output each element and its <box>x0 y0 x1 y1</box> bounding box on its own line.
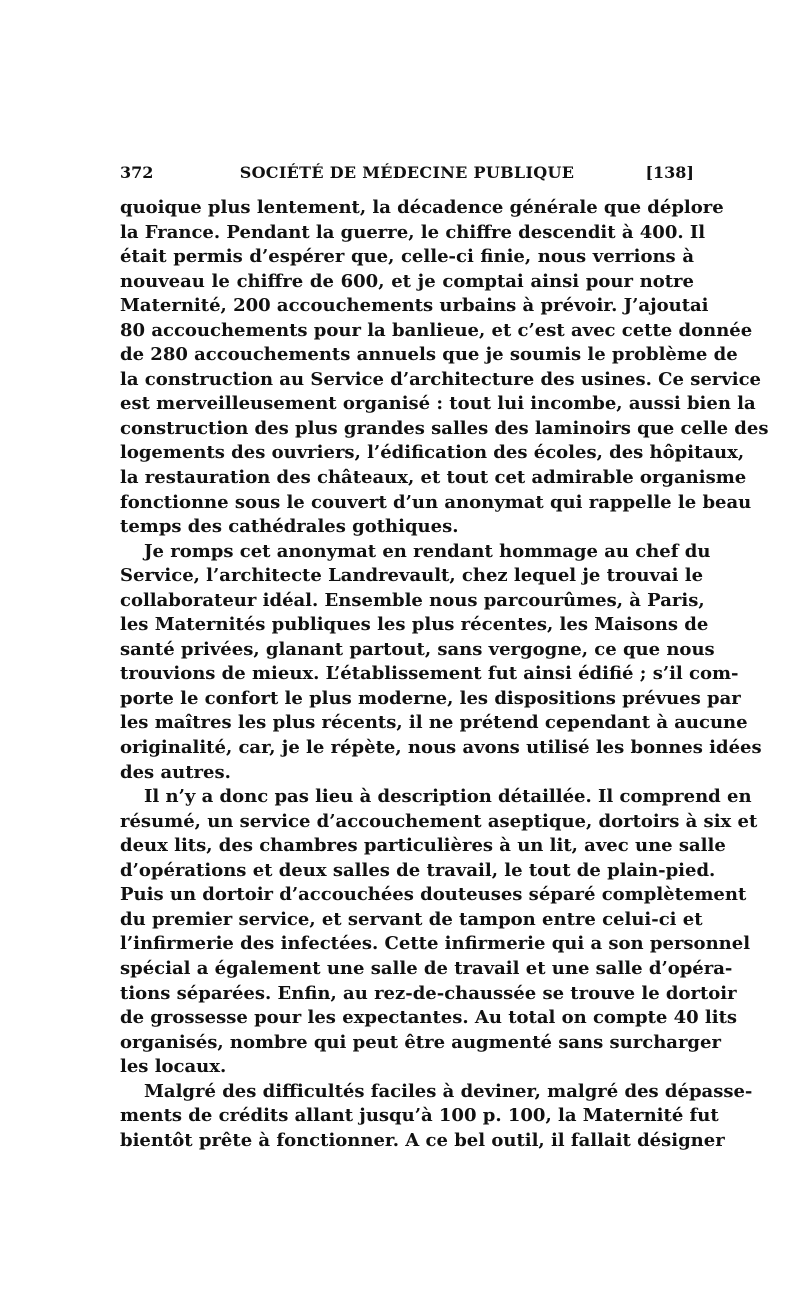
text-line: la France. Pendant la guerre, le chiffre descendit à 400. Il <box>120 221 706 243</box>
text-line: ments de crédits allant jusqu’à 100 p. 100, la Maternité fut <box>120 1105 719 1127</box>
text-line: quoique plus lentement, la décadence générale que déplore <box>120 197 724 218</box>
text-line: Maternité, 200 accouchements urbains à prévoir. J’ajoutai <box>120 295 709 317</box>
text-line: d’opérations et deux salles de travail, le tout de plain-pied. <box>120 859 716 881</box>
text-line: résumé, un service d’accouchement aseptique, dortoirs à six et <box>120 810 758 832</box>
text-line: de grossesse pour les expectantes. Au total on compte 40 lits <box>120 1007 738 1029</box>
text-line: fonctionne sous le couvert d’un anonymat qui rappelle le beau <box>120 491 752 513</box>
text-line: porte le confort le plus moderne, les dispositions prévues par <box>120 687 741 709</box>
text-line: les Maternités publiques les plus récentes, les Maisons de <box>120 614 709 636</box>
text-line: est merveilleusement organisé : tout lui incombe, aussi bien la <box>120 393 756 415</box>
text-line: de 280 accouchements annuels que je soumis le problème de <box>120 344 738 366</box>
text-line: tions séparées. Enfin, au rez-de-chaussée se trouve le dortoir <box>120 982 737 1004</box>
text-line: construction des plus grandes salles des laminoirs que celle des <box>120 417 769 439</box>
text-line: les maîtres les plus récents, il ne prétend cependant à aucune <box>120 712 748 734</box>
text-line: temps des cathédrales gothiques. <box>120 516 459 538</box>
text-line: nouveau le chiffre de 600, et je comptai ainsi pour notre <box>120 270 694 292</box>
text-line: deux lits, des chambres particulières à un lit, avec une salle <box>120 835 726 857</box>
text-line: Puis un dortoir d’accouchées douteuses séparé complètement <box>120 884 747 906</box>
text-line: santé privées, glanant partout, sans vergogne, ce que nous <box>120 638 715 660</box>
text-line: des autres. <box>120 761 231 783</box>
text-line: les locaux. <box>120 1056 227 1078</box>
text-line: trouvions de mieux. L’établissement fut ainsi édifié ; s’il com- <box>120 663 739 685</box>
text-line: Service, l’architecte Landrevault, chez lequel je trouvai le <box>120 565 704 587</box>
page-number: 372 <box>120 163 154 182</box>
text-line: était permis d’espérer que, celle-ci finie, nous verrions à <box>120 246 694 268</box>
running-title: SOCIÉTÉ DE MÉDECINE PUBLIQUE <box>239 163 575 182</box>
text-line: la construction au Service d’architecture des usines. Ce service <box>120 368 761 390</box>
body-text <box>120 196 769 1153</box>
text-line: bientôt prête à fonctionner. A ce bel outil, il fallait désigner <box>120 1129 725 1151</box>
text-line: 80 accouchements pour la banlieue, et c’est avec cette donnée <box>120 319 753 341</box>
text-line: originalité, car, je le répète, nous avons utilisé les bonnes idées <box>120 737 762 759</box>
text-line: logements des ouvriers, l’édification des écoles, des hôpitaux, <box>120 442 745 464</box>
text-line: l’infirmerie des infectées. Cette infirmerie qui a son personnel <box>120 933 751 955</box>
text-line: Il n’y a donc pas lieu à description détaillée. Il comprend en <box>144 786 752 808</box>
text-line: Malgré des difficultés faciles à deviner, malgré des dépasse- <box>144 1080 753 1102</box>
text-line: du premier service, et servant de tampon entre celui-ci et <box>120 908 703 930</box>
running-header <box>120 160 694 186</box>
text-line: collaborateur idéal. Ensemble nous parcourûmes, à Paris, <box>120 589 705 611</box>
text-line: spécial a également une salle de travail et une salle d’opéra- <box>120 957 733 979</box>
text-line: la restauration des châteaux, et tout cet admirable organisme <box>120 467 747 489</box>
section-reference: [138] <box>645 163 694 182</box>
text-line: Je romps cet anonymat en rendant hommage au chef du <box>144 540 711 562</box>
text-line: organisés, nombre qui peut être augmenté sans surcharger <box>120 1031 721 1053</box>
